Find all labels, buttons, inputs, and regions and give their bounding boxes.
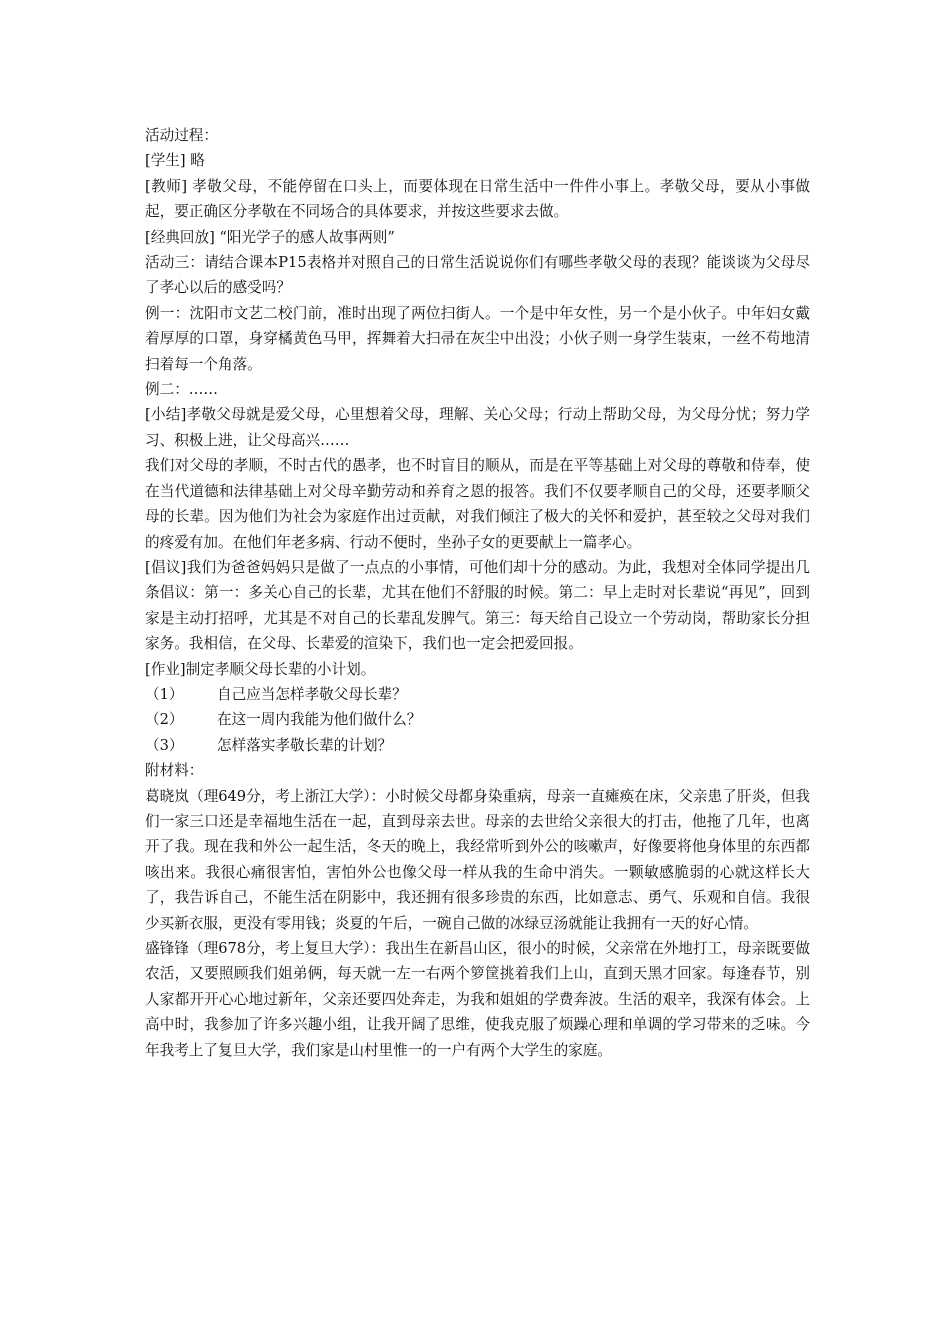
- homework-item: [145, 707, 810, 732]
- proposal-paragraph: [倡议]我们为爸爸妈妈只是做了一点点的小事情，可他们却十分的感动。为此，我想对全体同学提出几条倡议：第一：多关心自己的长辈，尤其在他们不舒服的时候。第二：早上走时对长辈说“再见”，回到家是主动打招呼，尤其是不对自己的长辈乱发脾气。第三：每天给自己设立一个劳动岗，帮助家长分担家务。我相信，在父母、长辈爱的渲染下，我们也一定会把爱回报。: [145, 558, 810, 653]
- document-body: [145, 123, 810, 1063]
- filial-piety-paragraph: 我们对父母的孝顺，不时古代的愚孝，也不时盲目的顺从，而是在平等基础上对父母的尊敬和侍奉，使在当代道德和法律基础上对父母辛勤劳动和养育之恩的报答。我们不仅要孝顺自己的父母，还要孝顺父母的长辈。因为他们为社会为家庭作出过贡献，对我们倾注了极大的关怀和爱护，甚至较之父母对我们的疼爱有加。在他们年老多病、行动不便时，坐孙子女的更要献上一篇孝心。: [145, 457, 810, 551]
- classic-replay-paragraph: [经典回放] “阳光学子的感人故事两则”: [145, 228, 395, 246]
- student-paragraph: [学生] 略: [145, 152, 205, 170]
- example-two-paragraph: 例二：……: [145, 381, 218, 399]
- summary-paragraph: [小结]孝敬父母就是爱父母，心里想着父母，理解、关心父母；行动上帮助父母，为父母分忧；努力学习、积极上进，让父母高兴……: [145, 406, 810, 449]
- activity-process-heading: 活动过程：: [145, 127, 218, 144]
- homework-item: [145, 733, 810, 758]
- appendix-story-two: 盛锋锋（理678分，考上复旦大学）：我出生在新昌山区，很小的时候，父亲常在外地打工，母亲既要做农活，又要照顾我们姐弟俩，每天就一左一右两个箩筐挑着我们上山，直到天黑才回家。每逢春节，别人家都开开心心地过新年，父亲还要四处奔走，为我和姐姐的学费奔波。生活的艰辛，我深有体会。上高中时，我参加了许多兴趣小组，让我开阔了思维，使我克服了烦躁心理和单调的学习带来的乏味。今年我考上了复旦大学，我们家是山村里惟一的一户有两个大学生的家庭。: [145, 940, 810, 1059]
- homework-item-number: （3）: [145, 736, 184, 754]
- example-one-paragraph: 例一：沈阳市文艺二校门前，准时出现了两位扫街人。一个是中年女性，另一个是小伙子。中年妇女戴着厚厚的口罩，身穿橘黄色马甲，挥舞着大扫帚在灰尘中出没；小伙子则一身学生装束，一丝不苟地清扫着每一个角落。: [145, 304, 810, 373]
- teacher-paragraph: [教师] 孝敬父母，不能停留在口头上，而要体现在日常生活中一件件小事上。孝敬父母，要从小事做起，要正确区分孝敬在不同场合的具体要求，并按这些要求去做。: [145, 177, 810, 221]
- activity-three-paragraph: 活动三：请结合课本P15表格并对照自己的日常生活说说你们有哪些孝敬父母的表现？能谈谈为父母尽了孝心以后的感受吗？: [145, 254, 810, 297]
- appendix-heading: 附材料：: [145, 762, 204, 780]
- homework-item-text: 自己应当怎样孝敬父母长辈？: [217, 685, 407, 703]
- homework-item: [145, 682, 810, 707]
- homework-item-text: 在这一周内我能为他们做什么？: [217, 711, 422, 729]
- homework-item-number: （1）: [145, 685, 184, 703]
- homework-paragraph: [作业]制定孝顺父母长辈的小计划。: [145, 660, 376, 678]
- homework-item-text: 怎样落实孝敬长辈的计划？: [217, 736, 393, 754]
- appendix-story-one: 葛晓岚（理649分，考上浙江大学）：小时候父母都身染重病，母亲一直瘫痪在床，父亲患了肝炎，但我们一家三口还是幸福地生活在一起，直到母亲去世。母亲的去世给父亲很大的打击，他拖了几年，也离开了我。现在我和外公一起生活，冬天的晚上，我经常听到外公的咳嗽声，好像要将他身体里的东西都咳出来。我很心痛很害怕，害怕外公也像父母一样从我的生命中消失。一颗敏感脆弱的心就这样长大了，我告诉自己，不能生活在阴影中，我还拥有很多珍贵的东西，比如意志、勇气、乐观和自信。我很少买新衣服，更没有零用钱；炎夏的午后，一碗自己做的冰绿豆汤就能让我拥有一天的好心情。: [145, 787, 810, 932]
- homework-item-number: （2）: [145, 711, 184, 729]
